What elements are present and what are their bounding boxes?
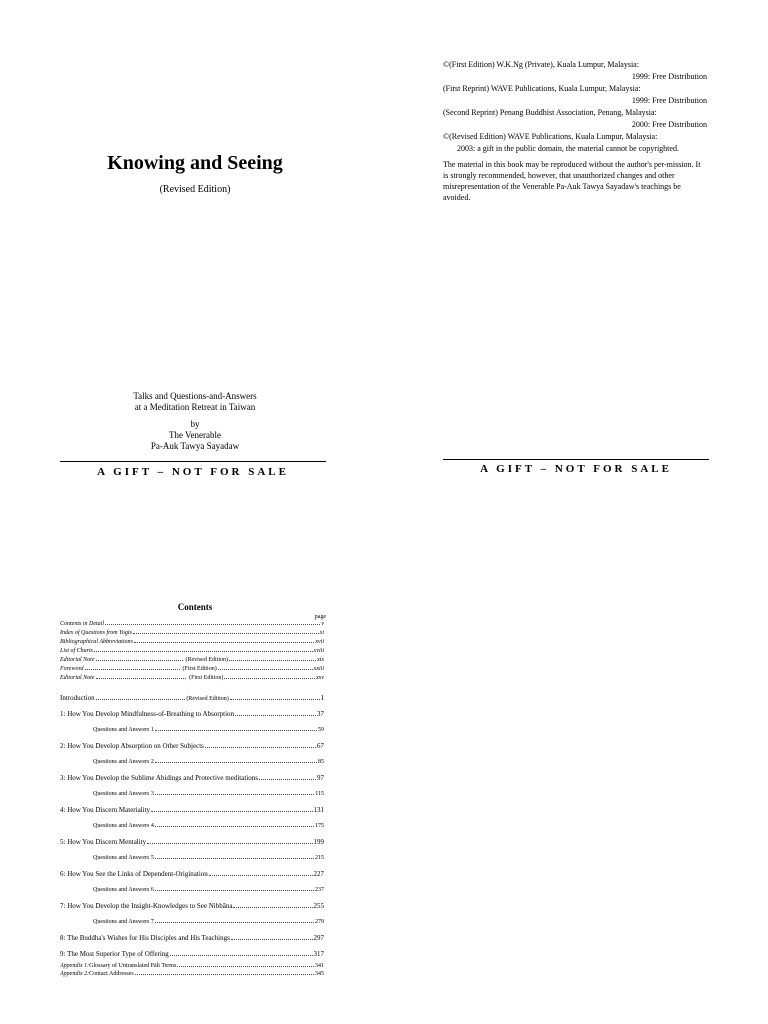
toc-front-matter-entry	[60, 639, 324, 648]
title-page-gift-notice: A GIFT – NOT FOR SALE	[97, 466, 289, 478]
copyright-line: 1999: Free Distribution	[631, 72, 707, 81]
toc-chapter-entry	[60, 930, 324, 946]
page-number: 97	[317, 774, 324, 782]
toc-front-matter-entry	[60, 648, 324, 657]
dot-leader	[133, 633, 319, 634]
page-number: 1	[320, 694, 325, 702]
page-number: v	[321, 621, 324, 627]
copyright-page-gift-notice: A GIFT – NOT FOR SALE	[480, 463, 672, 475]
dot-leader	[135, 974, 314, 975]
toc-front-matter-entry	[60, 630, 324, 639]
dot-leader	[151, 811, 312, 812]
toc-introduction-entry	[60, 690, 324, 706]
dot-leader	[96, 699, 186, 700]
toc-chapter-entry	[60, 834, 324, 850]
page-number: 59	[318, 727, 324, 733]
book-subtitle: (Revised Edition)	[159, 184, 231, 195]
dot-leader	[259, 779, 316, 780]
toc-chapter-entry	[60, 898, 324, 914]
qa-label: Questions and Answers 2	[93, 759, 154, 765]
chapter-label: 8: The Buddha's Wishes for His Disciples and His Teachings	[60, 934, 230, 942]
toc-front-matter-entry	[60, 621, 324, 630]
dot-leader	[94, 651, 313, 652]
toc-front-matter-entry	[60, 657, 324, 666]
entry-label: Editorial Note	[60, 675, 95, 681]
entry-label: List of Charts	[60, 648, 94, 654]
page-number: xxiii	[313, 666, 324, 672]
dot-leader	[155, 730, 317, 731]
qa-label: Questions and Answers 3	[93, 791, 154, 797]
page-number: 67	[317, 742, 324, 750]
toc-chapter-entry	[60, 706, 324, 722]
qa-label: Questions and Answers 6	[93, 887, 154, 893]
page-column-label: page	[314, 614, 326, 620]
reproduction-notice: The material in this book may be reproduced without the author's per-mission. It is strongly recommended, however, that unauthorized changes and other misrepresentation of the Venerable Pa-Auk Tawya Sayadaw's teachings be avoided.	[443, 160, 701, 202]
dot-leader	[155, 858, 314, 859]
page-number: xix	[317, 657, 324, 663]
dot-leader	[229, 660, 316, 661]
contents-heading: Contents	[177, 602, 213, 612]
author-line-1: The Venerable	[168, 430, 222, 440]
chapter-label: 6: How You See the Links of Dependent-Origination	[60, 870, 208, 878]
entry-label: Contents in Detail	[60, 621, 104, 627]
copyright-block	[443, 59, 707, 155]
entry-label: Editorial Note	[60, 657, 95, 663]
qa-label: Questions and Answers 7	[93, 919, 154, 925]
dot-leader	[233, 907, 312, 908]
chapter-label: 4: How You Discern Materiality	[60, 806, 151, 814]
qa-label: Questions and Answers 5	[93, 855, 154, 861]
page-number: xi	[319, 630, 324, 636]
toc-chapter-entry	[60, 866, 324, 882]
copyright-line: (First Reprint) WAVE Publications, Kuala Lumpur, Malaysia:	[443, 84, 641, 93]
qa-label: Questions and Answers 1	[93, 727, 154, 733]
chapter-label: 5: How You Discern Mentality	[60, 838, 147, 846]
copyright-line: (Second Reprint) Penang Buddhist Association, Penang, Malaysia:	[443, 108, 657, 117]
page-number: 37	[317, 710, 324, 718]
page-number: 341	[315, 963, 324, 969]
page-number: 175	[315, 823, 324, 829]
copyright-line: 2003: a gift in the public domain, the material cannot be copyrighted.	[457, 144, 679, 153]
dot-leader	[96, 678, 187, 679]
edition-label: (Revised Edition)	[185, 657, 228, 663]
copyright-line: ©(First Edition) W.K.Ng (Private), Kuala Lumpur, Malaysia:	[443, 60, 639, 69]
toc-front-matter-entry	[60, 666, 324, 675]
toc-qa-entry	[60, 722, 324, 738]
appendix-label: Appendix 1:	[60, 963, 90, 969]
dot-leader	[105, 624, 320, 625]
entry-label: Bibliographical Abbreviations	[60, 639, 133, 645]
talks-description	[60, 391, 330, 413]
toc-chapter-entry	[60, 770, 324, 786]
dot-leader	[155, 922, 314, 923]
page-number: xviii	[313, 648, 324, 654]
edition-label: (Revised Edition)	[186, 696, 229, 702]
edition-label: (First Edition)	[189, 675, 224, 681]
copyright-line: ©(Revised Edition) WAVE Publications, Kuala Lumpur, Malaysia:	[443, 132, 658, 141]
chapter-label: 3: How You Develop the Sublime Abidings and Protective meditations	[60, 774, 258, 782]
entry-label: Introduction	[60, 694, 95, 702]
dot-leader	[155, 762, 317, 763]
edition-label: (First Edition)	[182, 666, 217, 672]
page-number: 115	[315, 791, 324, 797]
page-number: 237	[315, 887, 324, 893]
dot-leader	[147, 843, 312, 844]
page-number: xvii	[315, 639, 324, 645]
dot-leader	[85, 669, 180, 670]
page-number: 199	[313, 838, 324, 846]
appendix-title: Glossary of Untranslated Pāli Terms	[89, 963, 177, 969]
talks-line-1: Talks and Questions-and-Answers	[133, 391, 257, 401]
toc-appendix-entry	[60, 962, 324, 970]
chapter-label: 1: How You Develop Mindfulness-of-Breathing to Absorption	[60, 710, 235, 718]
entry-label: Foreword	[60, 666, 84, 672]
dot-leader	[205, 747, 316, 748]
dot-leader	[170, 955, 313, 956]
author-block	[60, 419, 330, 452]
dot-leader	[235, 715, 316, 716]
copyright-page-rule	[443, 459, 709, 460]
by-label: by	[190, 419, 200, 429]
qa-label: Questions and Answers 4	[93, 823, 154, 829]
title-page-rule	[60, 461, 326, 462]
dot-leader	[134, 642, 314, 643]
toc-chapter-entry	[60, 946, 324, 962]
toc-qa-entry	[60, 818, 324, 834]
appendix-title: Contact Addresses	[89, 971, 134, 977]
dot-leader	[155, 890, 314, 891]
chapter-label: 7: How You Develop the Insight-Knowledges to See Nibbāna	[60, 902, 233, 910]
page-number: 215	[315, 855, 324, 861]
dot-leader	[155, 826, 314, 827]
toc-appendix-entry	[60, 970, 324, 978]
page-number: xxv	[316, 675, 325, 681]
page-number: 279	[315, 919, 324, 925]
copyright-line: 2000: Free Distribution	[631, 120, 707, 129]
page-number: 255	[313, 902, 324, 910]
chapter-label: 9: The Most Superior Type of Offering	[60, 950, 169, 958]
dot-leader	[224, 678, 315, 679]
talks-line-2: at a Meditation Retreat in Taiwan	[134, 402, 256, 412]
dot-leader	[177, 966, 314, 967]
page-number: 131	[313, 806, 324, 814]
toc-qa-entry	[60, 882, 324, 898]
dot-leader	[155, 794, 314, 795]
appendix-label: Appendix 2:	[60, 971, 90, 977]
dot-leader	[209, 875, 313, 876]
dot-leader	[96, 660, 183, 661]
toc-qa-entry	[60, 786, 324, 802]
author-line-2: Pa-Auk Tawya Sayadaw	[150, 441, 240, 451]
book-title: Knowing and Seeing	[107, 152, 283, 174]
toc-qa-entry	[60, 914, 324, 930]
page-number: 227	[313, 870, 324, 878]
page-number: 317	[313, 950, 324, 958]
toc-chapter-entry	[60, 738, 324, 754]
entry-label: Index of Questions from Yogis	[60, 630, 132, 636]
table-of-contents	[60, 621, 324, 978]
chapter-label: 2: How You Develop Absorption on Other Subjects	[60, 742, 204, 750]
page-number: 85	[318, 759, 324, 765]
dot-leader	[218, 669, 313, 670]
toc-chapter-entry	[60, 802, 324, 818]
dot-leader	[230, 699, 320, 700]
toc-qa-entry	[60, 754, 324, 770]
toc-front-matter-entry	[60, 675, 324, 684]
page-number: 297	[313, 934, 324, 942]
toc-qa-entry	[60, 850, 324, 866]
copyright-line: 1999: Free Distribution	[631, 96, 707, 105]
dot-leader	[231, 939, 313, 940]
page-number: 345	[315, 971, 324, 977]
